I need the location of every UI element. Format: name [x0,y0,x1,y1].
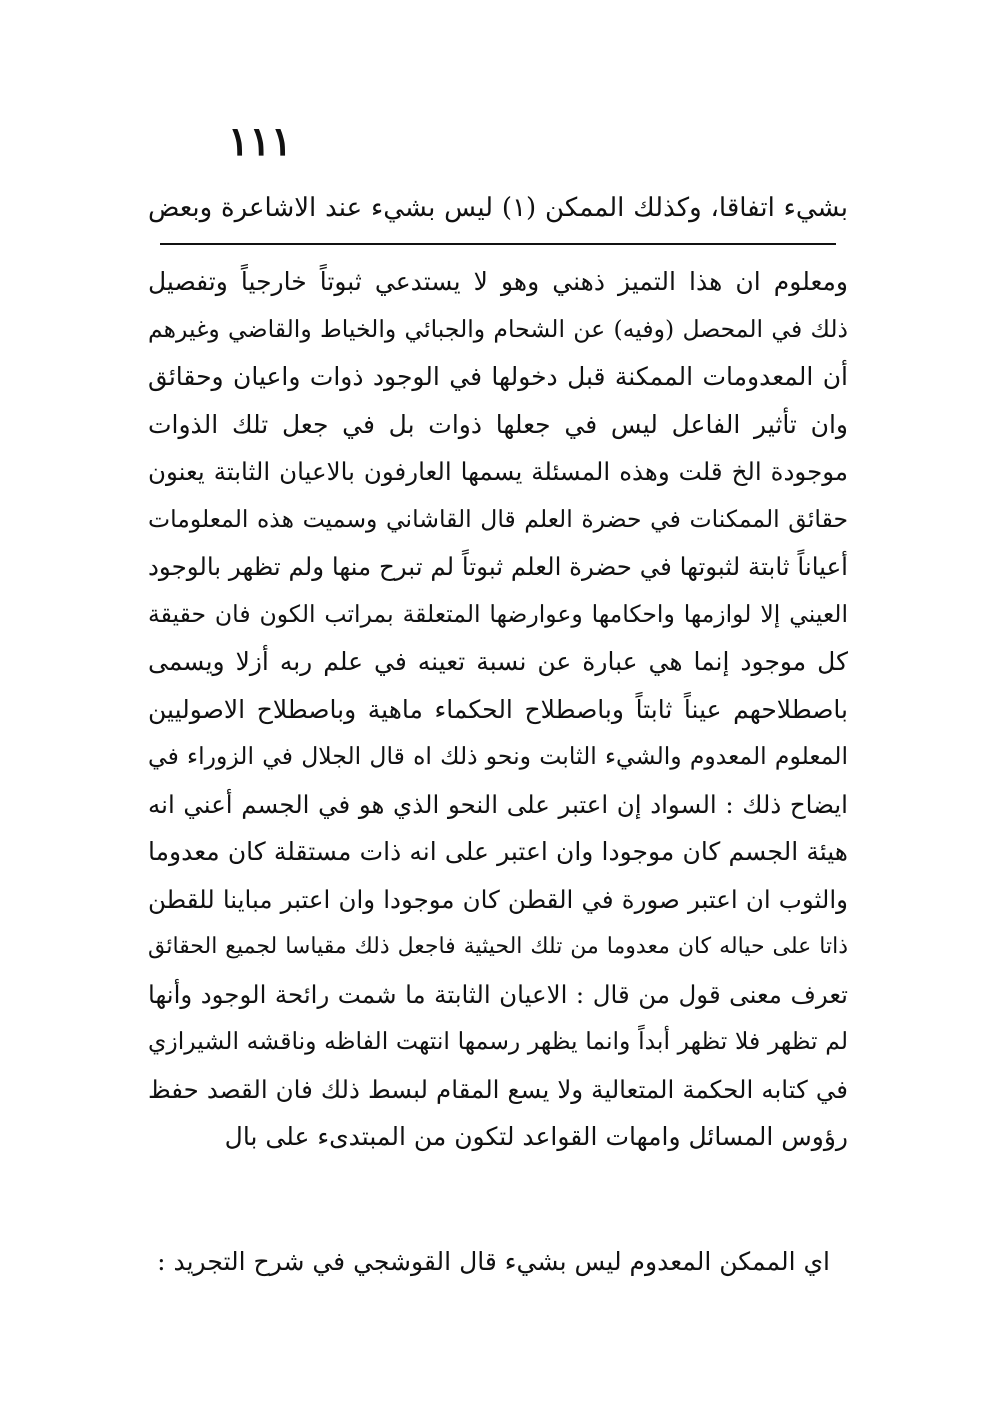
body-line: حقائق الممكنات في حضرة العلم قال القاشاني وسميت هذه المعلومات [148,504,848,533]
footnote: اي الممكن المعدوم ليس بشيء قال القوشجي في شرح التجريد : [157,1247,830,1276]
body-line: وان تأثير الفاعل ليس في جعلها ذوات بل في جعل تلك الذوات [148,409,848,439]
body-line: في كتابه الحكمة المتعالية ولا يسع المقام لبسط ذلك فان القصد حفظ [148,1074,848,1104]
body-line: كل موجود إنما هي عبارة عن نسبة تعينه في علم ربه أزلا ويسمى [148,647,848,676]
header-rule [160,243,836,245]
page-number: ١١١ [227,118,293,165]
body-line: أن المعدومات الممكنة قبل دخولها في الوجود ذوات واعيان وحقائق [148,362,848,391]
body-line: باصطلاحهم عيناً ثابتاً وباصطلاح الحكماء ماهية وباصطلاح الاصوليين [148,694,848,724]
body-line: المعلوم المعدوم والشيء الثابت ونحو ذلك اه قال الجلال في الزوراء في [148,742,848,770]
body-line: والثوب ان اعتبر صورة في القطن كان موجودا وان اعتبر مباينا للقطن [148,884,848,914]
body-line: هيئة الجسم كان موجودا وان اعتبر على انه ذات مستقلة كان معدوما [148,837,848,866]
body-line: ايضاح ذلك : السواد إن اعتبر على النحو الذي هو في الجسم أعني انه [148,789,848,819]
header-line: بشيء اتفاقا، وكذلك الممكن (١) ليس بشيء عند الاشاعرة وبعض [148,193,848,223]
body-line: ومعلوم ان هذا التميز ذهني وهو لا يستدعي ثبوتاً خارجياً وتفصيل [148,267,848,296]
body-line: لم تظهر فلا تظهر أبداً وانما يظهر رسمها انتهت الفاظه وناقشه الشيرازي [148,1027,848,1055]
body-line: تعرف معنى قول من قال : الاعيان الثابتة ما شمت رائحة الوجود وأنها [148,979,848,1009]
body-text [148,258,848,1161]
body-line: رؤوس المسائل وامهات القواعد لتكون من المبتدىء على بال [224,1122,848,1151]
body-line: أعياناً ثابتة لثبوتها في حضرة العلم ثبوتاً لم تبرح منها ولم تظهر بالوجود [148,552,848,581]
body-line: ذلك في المحصل (وفيه) عن الشحام والجبائي والخياط والقاضي وغيرهم [148,314,848,343]
body-line: العيني إلا لوازمها واحكامها وعوارضها المتعلقة بمراتب الكون فان حقيقة [148,599,848,628]
body-line: ذاتا على حياله كان معدوما من تلك الحيثية فاجعل ذلك مقياسا لجميع الحقائق [148,934,848,959]
body-line: موجودة الخ قلت وهذه المسئلة يسمها العارفون بالاعيان الثابتة يعنون [148,457,848,486]
